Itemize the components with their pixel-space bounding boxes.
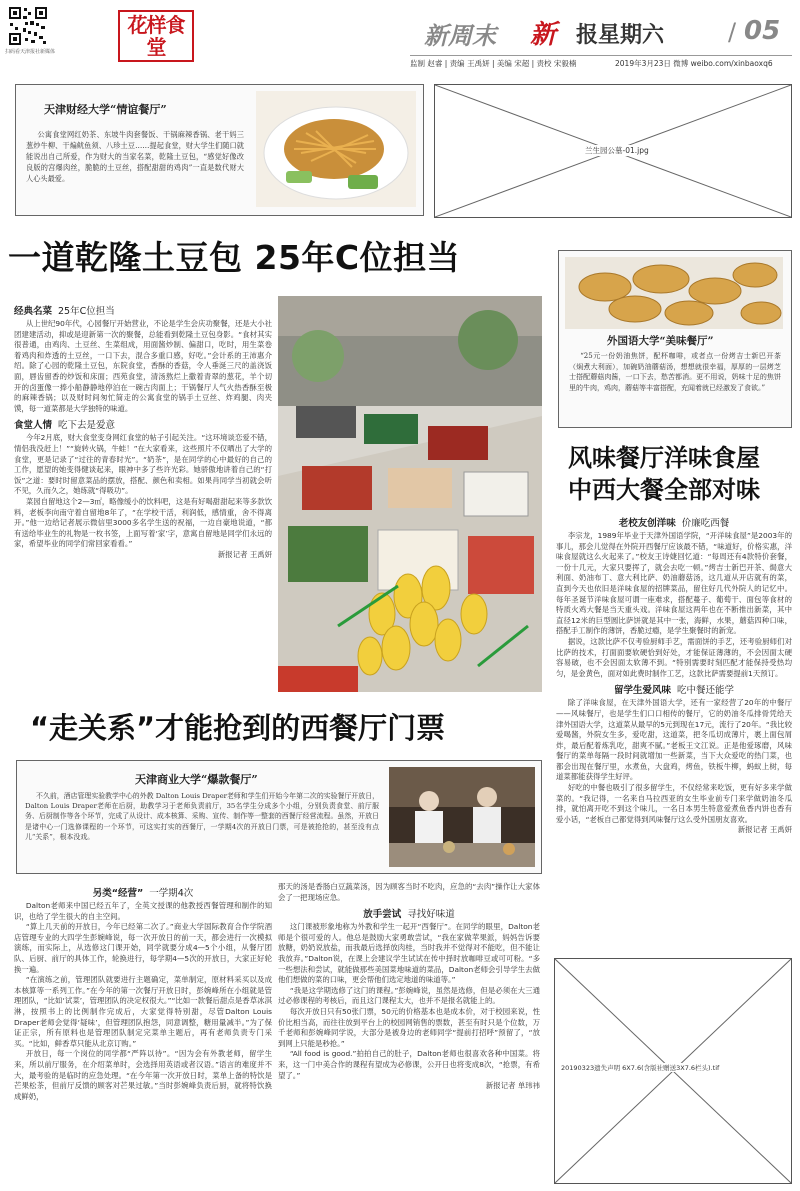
fl-univ-body: “25元一份奶油焦饼，配杯咖啡，或者点一份烤吉士新巴开茶（焖煮大利面），加碗奶油蘑菇汤，想想就很幸福，厚厚的一层烤芝士搭配蘑菇肉酱，一口下去，愁苦都消。更不用说，奶味十足的焦饼里的牛肉，鸡肉，蘑菇等丰富搭配，充闻着就已经激发了食欲。” <box>569 352 781 392</box>
article-commerce-p4: 开放日，每一个岗位的同学都“严阵以待”。“因为会有外教老师，留学生来，所以前厅服务，在介绍菜单时，会选择用英语或者汉语。”语言的难度并不大，最考验的是临时的应急处理。“在今年第一次开放日时，菜单上备的特饮是芒果松茶，但前厅反馈的顾客对芒果过敏。”当时彭婉峰负责后厨，就将特饮换成鲜奶， <box>14 1049 272 1101</box>
article-commerce-p3: “在演练之前，管理团队就要进行主题确定，菜单制定，原材料采买以及成本核算等一系列工作。”在今年的第一次餐厅开放日时，彭婉峰所在小组就是管理团队，“比如‘试菜’，管理团队的决定权很大。”“比如一款餐后甜点是香草冰淇淋，按照书上的比例制作完成后，大家觉得特别甜，尽管Dalton Louis Draper老师会觉得‘疑味’，但管理团队抱怨，同意调整，糖用量减半。”为了保证正宗，所有原料也是管理团队制定完菜单主题后，再有老师负责专门采买。“比如，鲜香草只能从北京订购。” <box>14 975 272 1048</box>
bottom-ad-placeholder <box>554 958 792 1184</box>
article-finance-p1: 从上世纪90年代，心园餐厅开始营业，不论是学生会庆功聚餐，还是大小社团建建活动，抑或是迎新第一次的聚餐，总能看到乾隆土豆包身影。“食材其实很普通，由鸡肉、土豆丝、生菜组成，用面酱炒制、偏甜口，吃时，用生菜卷着鸡肉和炸透的土豆丝，一口下去，混合多重口感，好吃。”会计系的王沛惠介绍。除了心园的乾隆土豆包，东院食堂，香酥的香菇，令人垂涎三尺的盖浇饭面，唇齿留香的炒饭和床面；西苑食堂，清汤熬烂上撒着青翠的葱花，羊个切开的卤蛋像一捧小船静静地停泊在一碗古肉面上；干锅餐厅人气火热香酥至极的麻辣香锅；以及财时间匆忙简走的公寓食堂的锅手土豆丝、炸鸡腿、肉夹馍，每一道菜都是大学独特的味道。 <box>14 319 272 413</box>
paper-name: 报星期六 <box>576 22 665 48</box>
potato-dish-photo <box>256 91 416 207</box>
finance-univ-body: 公寓食堂网红奶茶、东坡牛肉套餐饭、干锅麻辣香锅、老干妈三葱炒牛柳、干煸鱿鱼须、八珍土豆……提起食堂，财大学生们随口就能说出自己所爱，作为财大的当家名菜，乾隆土豆包，“感觉好像改良版的宫爆肉丝，脆脆的土豆丝，搭配甜甜的鸡肉”一直是数代财大人心头最爱。 <box>26 130 244 183</box>
qr-code <box>8 6 48 46</box>
article-commerce-col1 <box>14 882 272 1102</box>
kitchen-photo <box>389 767 535 867</box>
headline-western-restaurant: “走关系”才能抢到的西餐厅门票 <box>30 711 446 745</box>
article-finance <box>14 300 272 560</box>
commerce-univ-box <box>16 760 542 874</box>
article-fl <box>556 512 792 836</box>
section-title-try: 放手尝试 寻找好味道 <box>363 909 455 921</box>
top-ad-placeholder <box>434 84 792 218</box>
headline-qianlong-potato: 一道乾隆土豆包 25年C位担当 <box>8 238 461 277</box>
page-divider: / <box>728 18 737 46</box>
pastry-photo <box>565 257 783 329</box>
article-finance-reporter: 新报记者 王禹妍 <box>217 549 272 559</box>
article-commerce-p5: 那天的汤是香肠白豆蔬菜汤，因为顾客当时不吃肉，应急的“去肉”操作让大家体会了一把现场应急。 <box>278 882 540 902</box>
bottom-ad-label: 20190323遗失声明 6X7.6(含版社赠送3X7.6栏头).tif <box>561 1064 720 1072</box>
section-title-classic: 经典名菜 25年C位担当 <box>14 306 115 317</box>
section-title-intl: 留学生爱风味 吃中餐还能学 <box>613 685 735 697</box>
commerce-univ-title: 天津商业大学“爆款餐厅” <box>135 773 258 786</box>
article-fl-p2: 据说，这款比萨不仅考验厨师手艺，需面饼的手艺，还考验厨师们对比萨的技术，打面面要软硬恰到好处，才能保证薄薄的，不会因面太硬容易破，也不会因面太软薄不到。“特别需要时刻匹配才能保持受热均匀，是金黄色，面对如此费时制作工艺，这款比萨需要提前1天预订。 <box>556 636 792 678</box>
buffet-photo <box>278 296 542 692</box>
article-fl-p3: 除了洋味食屋，在天津外国语大学，还有一家经营了20年的中餐厅——风味餐厅，也是学生们口口相传的餐厅，它的奶油冬瓜排骨凭给天津外国语大学，这道菜从最早的5元到现在17元，流行了20年。“我比较爱喝酱，外院女生多，爱吃甜，这道菜，把冬瓜切成薄片，裹上面包屑炸，最后配着炼乳吃，甜爽不腻。”老板王文江说。正是他爱琢磨，风味餐厅的菜单每隔一段时间就增加一些新菜，当下大众爱吃的热门菜，也都会出现在餐厅里，水煮鱼，大盘鸡，烤鱼，铁板牛柳，蚂蚁上树，每道菜都能获得学生好评。 <box>556 698 792 782</box>
header-rule <box>410 55 792 56</box>
article-fl-reporter: 新报记者 王禹妍 <box>737 825 792 835</box>
article-commerce-p7: “我是这学期选修了这门的课程。”彭婉峰说，虽然是选修，但是必须在大三通过必修课程的考核后，而且这门课程太大，也并不是报名就能上的。 <box>278 985 540 1006</box>
article-fl-p1: 李宗龙，1989年毕业于天津外国语学院，“开洋味食屋”是2003年的事儿，那会儿觉得在外院开西餐厅应该最不错，“味道好，价格实惠，洋味食屋就这么火起来了。”校友王诗婕回忆道：“每周还有4款特价套餐，一份十几元，大家只要挥了，就会去吃一顿。”烤吉士新巴开茶、焗意大利面、奶油布丁、意大利比萨、奶油蘑菇汤，这几道从开店就有的菜，直到今天也依旧是洋味食屋的招牌菜品，留住好几代外院人的记忆中。每年圣诞节洋味食屋可谓一座难求，搭配蔓子、葡萄干、面包等食材的特质火鸡大餐是当天重头戏。洋味食屋这两年也在不断推出新菜，其中直径12米的巨型圆比萨饼就是其中一张，海鲜，水果，蘑菇四种口味，搭配手工制作的薄饼，香脆过瘾，是学生聚餐时的新宠。 <box>556 531 792 636</box>
commerce-univ-body: 不久前，酒店管理实验教学中心的外教 Dalton Louis Draper老师和学生们开始今年第二次的实验餐厅开放日，Dalton Louis Draper老师在后厨，助教学习于老师负责前厅，35名学生分成多个小组，分别负责食堂、前厅服务、后厨制作等各个环节，完成了从设计、成本核算、采购、宣传、制作等一整套的西餐厅经营流程。虽然，开放日是诸中心一门选修课程的一个环节，可这实打实的西餐厅，一学期4次的开放日门票，可是被抢抢的，甚至没有点儿“关系”，根本没戏。 <box>25 792 379 841</box>
article-finance-p2: 今年2月底，财大食堂变身网红食堂的帖子引起关注。“这环境谈恋爱不错，情侣我没赶上！”“旋转火锅，牛蛙！”在大家看来，这些照片不仅晒出了大学的食堂，更是记录了“过往的青春时光”。“奶茶”，是在同学的心中最好的自己的工作，愿望的她变得健谈起来，眼神中多了些许光彩。她骄傲地讲着自己的“打饭”之道：要时时留意菜品的摆放，搭配、颜色和卖相。如果肖同学当初就会听不见，久而久之，她练就“得吸功”。 <box>14 433 272 496</box>
section-title-canteen: 食堂人情 吃下去是爱意 <box>14 420 116 432</box>
article-commerce-p9: “All food is good.”拍拍自己的肚子，Dalton老师也很喜欢各种中国菜。将来，这一门中美合作的课程有望成为必修课，公开日也将变成8次，“抢票，有希望了。” <box>278 1049 540 1080</box>
headline-flavor-1: 风味餐厅洋味食屋 <box>568 444 760 472</box>
article-commerce-p8: 每次开放日只有50张门票，50元的价格基本也是成本价，对于校园来说，性价比相当高，而往往放到平台上的校园网销售的票数，甚至有时只是个位数，万千老师和彭婉峰同学说，大部分是被身边的老师同学“提前打招呼”预留了，“放到网上只能是秒抢。” <box>278 1006 540 1048</box>
finance-univ-box <box>15 84 424 216</box>
section-title-operation: 另类“经营” 一学期4次 <box>92 888 194 899</box>
article-commerce-col2 <box>278 882 540 1092</box>
brand-title: 新周末 <box>424 22 496 50</box>
column-logo: 花样食堂 <box>118 10 194 62</box>
brand-mark: 新 <box>530 20 557 50</box>
section-title-alumni: 老校友创洋味 价廉吃西餐 <box>618 518 730 529</box>
article-fl-p4: 好吃的中餐也吸引了很多留学生，不仅经常来吃饭，更有好多来学做菜的。“我记得，一名来自马拉西亚的女生毕业前专门来学做奶油冬瓜排，就怕离开吃不到这个味儿，一名日本男生特意爱煮鱼香内饼也香有爱小话，“老板自己都觉得到风味餐厅这么受外国朋友喜欢。 <box>556 783 792 824</box>
date-line: 2019年3月23日 微博 weibo.com/xinbaoxq6 <box>615 59 773 68</box>
article-commerce-reporter: 新报记者 单玮祎 <box>485 1081 540 1091</box>
top-ad-label: 兰生园公墓-01.jpg <box>585 146 649 155</box>
page-number: 05 <box>744 16 781 46</box>
fl-univ-title: 外国语大学“美味餐厅” <box>607 335 714 347</box>
qr-caption: 扫码看天津报社新媒体 <box>5 49 56 55</box>
fl-univ-box <box>558 250 792 428</box>
finance-univ-title: 天津财经大学“情谊餐厅” <box>44 103 167 116</box>
article-commerce-p1: Dalton老师来中国已经五年了，全英文授课的他教授西餐管理和制作的知识，也给了学生很大的自主空间。 <box>14 901 272 921</box>
article-commerce-p6: 这门课被形象地称为外教和学生一起开“西餐厅”。在同学的眼里，Dalton老师是个很可爱的人。他总是鼓励大家勇敢尝试，“我在家做苹果派，妈妈告诉要放糖，奶奶说放盐，而我最后选择放肉桂，当时我并不觉得对不能吃，但不能让我放弃。”Dalton说，在课上会建议学生试试在传中择时放咖啡豆或可可粉。“多一些想法和尝试，就能做那些美国菜地味道的菜品，Dalton老师会引导学生去做他们想做的菜的口味，更会帮他们选定地道的味道等。” <box>278 922 540 985</box>
article-commerce-p2: “算上几天前的开放日，今年已经第二次了。”商业大学国际教育合作学院酒店管理专业的大四学生彭婉峰说，每一次开放日的前一天，都会进行一次模拟演练，而实际上，从选修这门课开始，同学就要分成4—5个小组，从餐厅团队、后厨、前厅的具体工作，轮换进行，每学期4—5次的开放日，大家正好轮换一遍。 <box>14 922 272 974</box>
staff-line: 监制 赵睿 | 责编 王禹妍 | 美编 宋超 | 责校 宋毅楠 <box>410 59 577 68</box>
headline-flavor-2: 中西大餐全部对味 <box>568 476 760 504</box>
article-finance-p3: 菜园自留地这个2—3㎡，略像缓小的饮料吧，这是有好喝甜甜起来等多款饮料，老板李向南守着自留地8年了，“在学校干活，利润低，感情重，舍不得离开。”他一边给记者展示微信里3000多名学生送的祝福，一边自豪地说道，“都有送给毕业生的礼物是一枚书签，上面写着‘家’字，意寓自留地是同学们永远的家，希望毕业的同学们常回家看看。” <box>14 496 272 549</box>
